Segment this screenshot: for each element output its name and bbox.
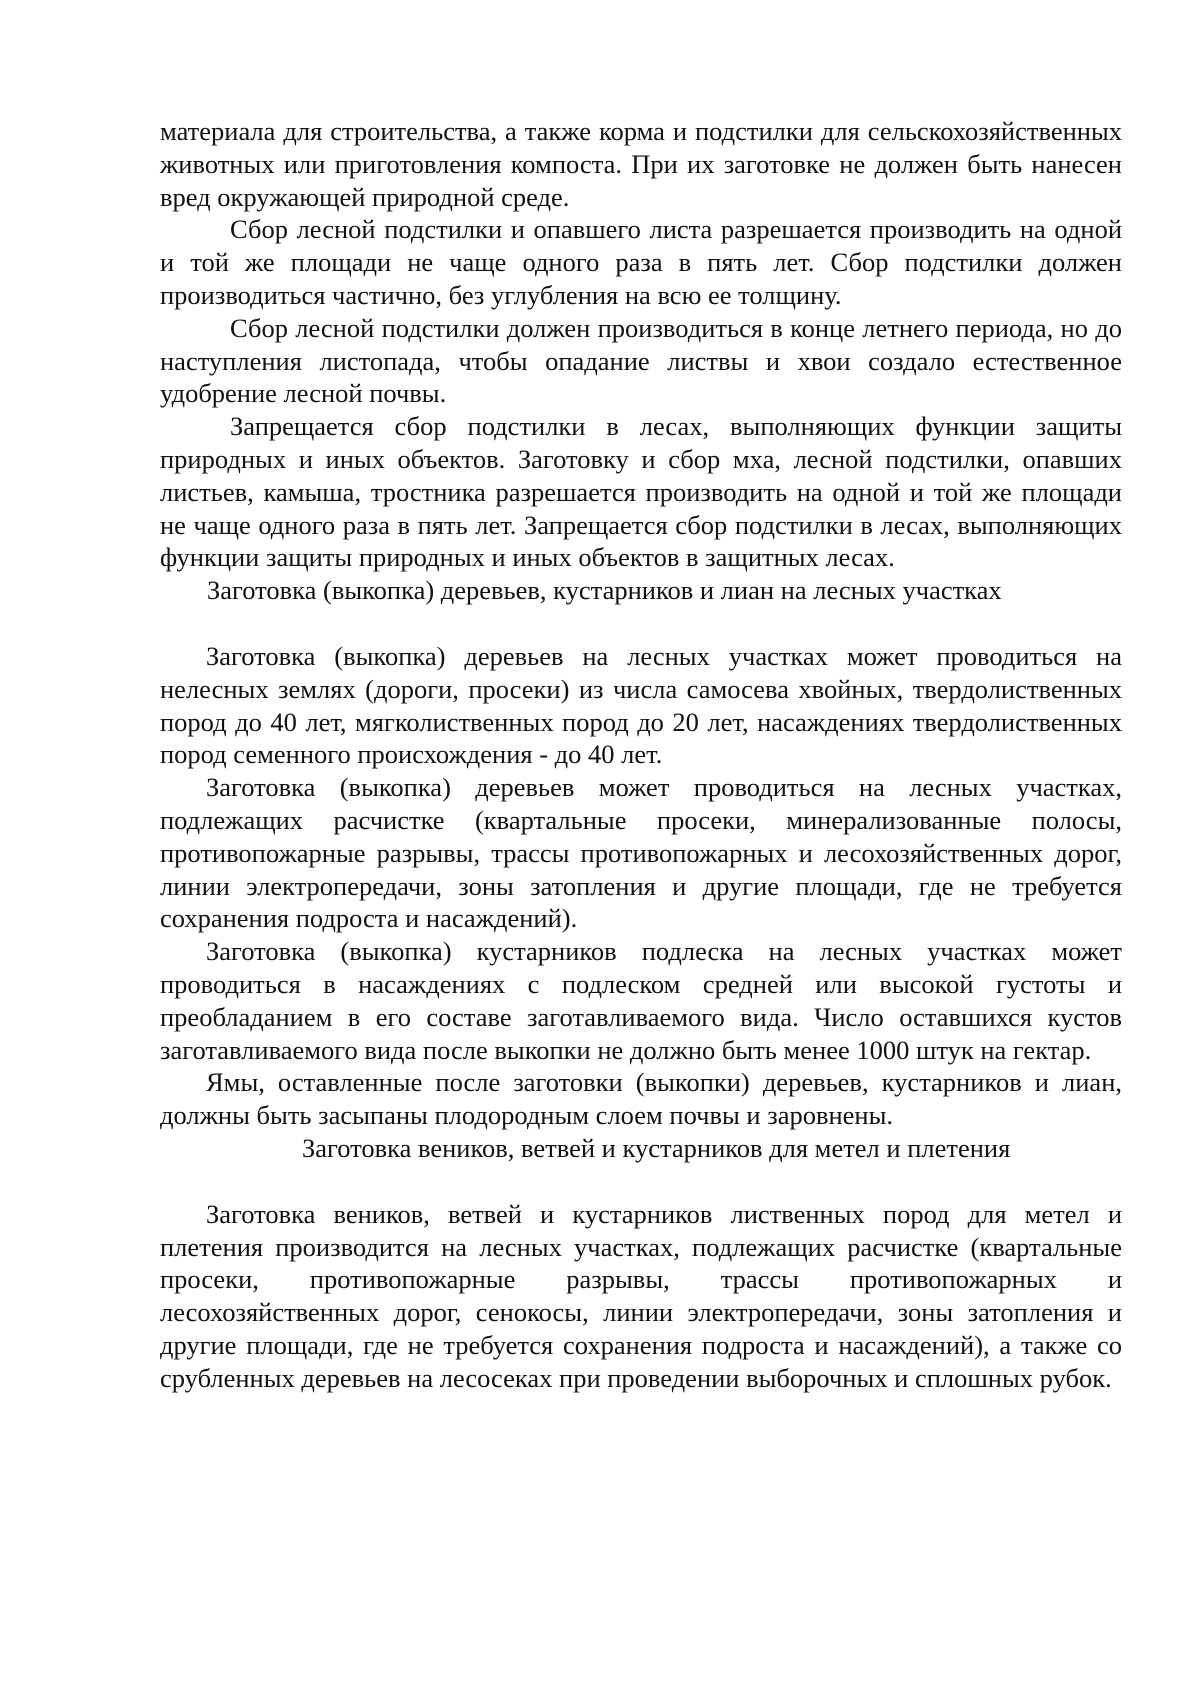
- paragraph: Заготовка (выкопка) кустарников подлеска на лесных участках может проводиться в насаждениях с подлеском средней или высокой густоты и преобладанием в его составе заготавливаемого вида. Число оставшихся кустов заготавливаемого вида после выкопки не должно быть менее 1000 штук на гектар.: [160, 936, 1122, 1065]
- document-body: [160, 115, 1122, 1394]
- section-heading-trees-digging: Заготовка (выкопка) деревьев, кустарников и лиан на лесных участках: [207, 575, 1002, 606]
- paragraph: Заготовка (выкопка) деревьев на лесных участках может проводиться на нелесных землях (дороги, просеки) из числа самосева хвойных, твердолиственных пород до 40 лет, мягколиственных пород до 20 лет, насаждениях твердолиственных пород семенного происхождения - до 40 лет.: [160, 640, 1122, 770]
- paragraph: Ямы, оставленные после заготовки (выкопки) деревьев, кустарников и лиан, должны быть засыпаны плодородным слоем почвы и заровнены.: [160, 1067, 1122, 1131]
- section-heading-brooms: Заготовка веников, ветвей и кустарников для метел и плетения: [302, 1132, 1011, 1163]
- paragraph-continuation: материала для строительства, а также корма и подстилки для сельскохозяйственных животных или приготовления компоста. При их заготовке не должен быть нанесен вред окружающей природной среде.: [160, 116, 1122, 212]
- paragraph: Сбор лесной подстилки должен производиться в конце летнего периода, но до наступления листопада, чтобы опадание листвы и хвои создало естественное удобрение лесной почвы.: [160, 312, 1122, 409]
- paragraph: Запрещается сбор подстилки в лесах, выполняющих функции защиты природных и иных объектов. Заготовку и сбор мха, лесной подстилки, опавших листьев, камыша, тростника разрешается производить на одной и той же площади не чаще одного раза в пять лет. Запрещается сбор подстилки в лесах, выполняющих функции защиты природных и иных объектов в защитных лесах.: [160, 411, 1122, 573]
- paragraph: Заготовка (выкопка) деревьев может проводиться на лесных участках, подлежащих расчистке (квартальные просеки, минерализованные полосы, противопожарные разрывы, трассы противопожарных и лесохозяйственных дорог, линии электропередачи, зоны затопления и другие площади, где не требуется сохранения подроста и насаждений).: [160, 772, 1122, 934]
- paragraph: Заготовка веников, ветвей и кустарников лиственных пород для метел и плетения производится на лесных участках, подлежащих расчистке (квартальные просеки, противопожарные разрывы, трассы противопожарных и лесохозяйственных дорог, сенокосы, линии электропередачи, зоны затопления и другие площади, где не требуется сохранения подроста и насаждений), а также со срубленных деревьев на лесосеках при проведении выборочных и сплошных рубок.: [160, 1198, 1122, 1393]
- paragraph: Сбор лесной подстилки и опавшего листа разрешается производить на одной и той же площади не чаще одного раза в пять лет. Сбор подстилки должен производиться частично, без углубления на всю ее толщину.: [160, 214, 1122, 310]
